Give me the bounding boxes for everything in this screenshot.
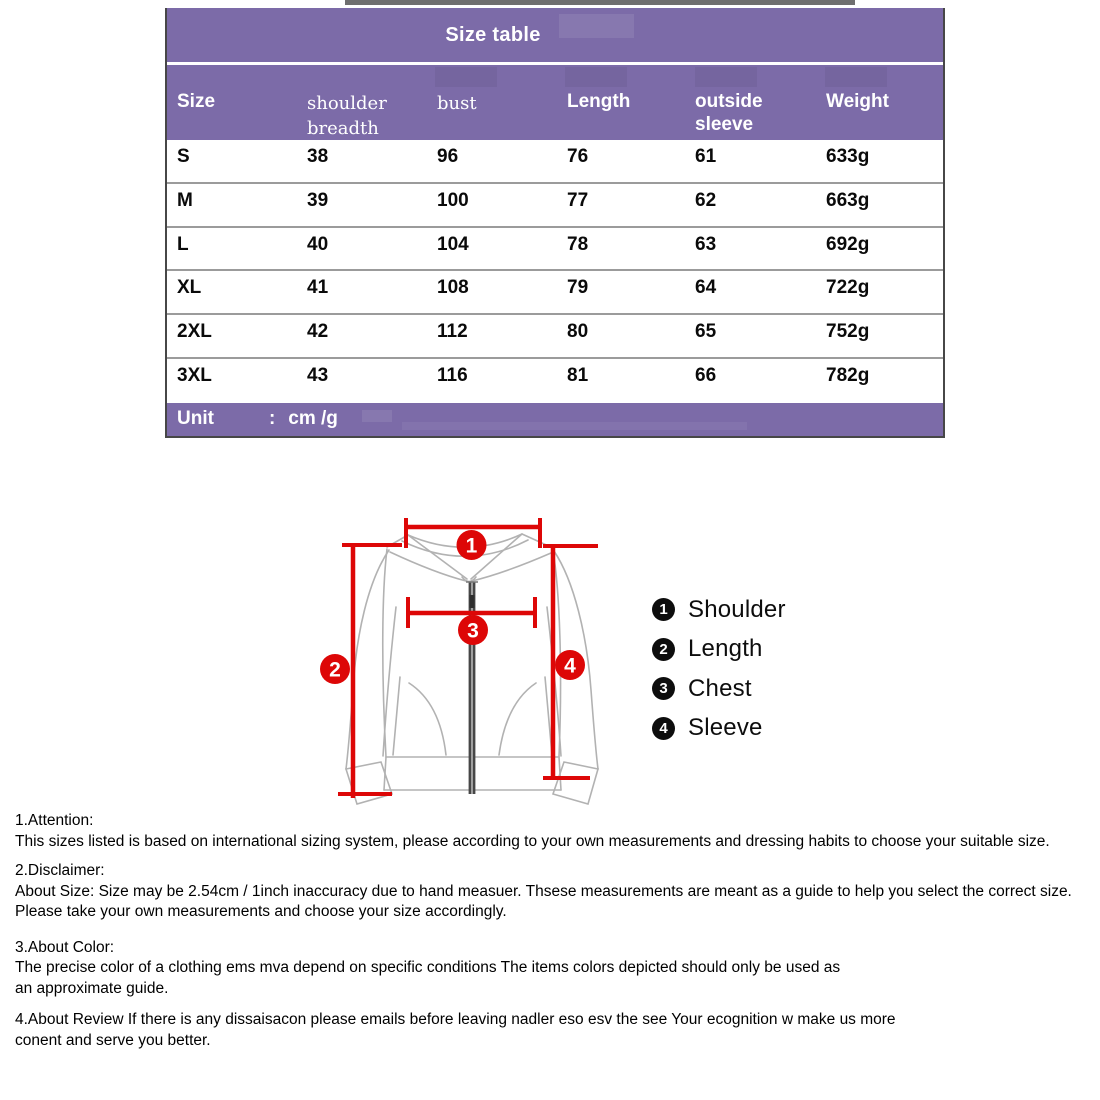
unit-separator: : [268,408,276,430]
column-header-length: Length [567,91,631,112]
legend-label-sleeve: Sleeve [688,714,763,742]
unit-row [167,403,943,436]
note-line: an approximate guide. [15,979,169,997]
legend-item-length [652,630,786,670]
size-table-body [167,140,943,403]
shoulder-value: 39 [307,189,329,211]
sleeve-value: 63 [695,233,717,255]
legend-badge-4: 4 [652,717,675,740]
note-line: Please take your own measurements and choose your size accordingly. [15,903,507,920]
unit-label: Unit [177,408,214,430]
note-line: 3.About Color: [15,938,115,956]
note-disclaimer [15,861,1095,923]
weight-value: 722g [826,277,870,299]
legend-item-shoulder [652,590,786,630]
table-row-s [167,140,943,184]
size-value: L [177,233,189,255]
sleeve-value: 61 [695,146,717,167]
column-header-shoulder-breadth: shoulder breadth [307,93,387,139]
unit-value: cm /g [288,408,338,430]
measurement-markers [320,530,585,684]
table-row-xl [167,271,943,315]
table-row-l [167,228,943,272]
sleeve-value: 65 [695,321,717,343]
length-value: 81 [567,364,589,386]
weight-value: 633g [826,146,870,167]
bust-value: 112 [437,321,468,343]
weight-value: 752g [826,321,870,343]
table-row-3xl [167,359,943,403]
column-header-size: Size [177,91,216,112]
bust-value: 96 [437,146,459,167]
note-line: conent and serve you better. [15,1031,211,1049]
legend-badge-3: 3 [652,677,675,700]
notes-section [15,811,1095,1051]
note-line: The precise color of a clothing ems mva depend on specific conditions The items colors depicted should only be used as [15,959,841,976]
note-about-color [15,938,1095,1000]
marker-2-number: 2 [329,658,341,682]
watermark-blotch [559,14,634,38]
note-line: About Size: Size may be 2.54cm / 1inch inaccuracy due to hand measuer. Thsese measurements are meant as a guide to help you select the correct size. [15,882,1072,900]
shoulder-value: 40 [307,233,329,255]
legend-label-length: Length [688,635,763,663]
sleeve-value: 64 [695,277,717,299]
column-header-bust: bust [437,93,477,114]
legend-label-shoulder: Shoulder [688,595,786,623]
shoulder-value: 41 [307,277,329,299]
length-value: 80 [567,321,589,343]
note-attention [15,811,1095,852]
shoulder-value: 43 [307,364,329,386]
note-about-review [15,1010,1095,1051]
marker-1-number: 1 [465,534,478,558]
column-header-weight: Weight [826,91,889,112]
legend-badge-2: 2 [652,638,675,661]
size-table [165,8,945,438]
bust-value: 108 [437,277,469,299]
column-header-outside-sleeve: outside sleeve [695,91,763,135]
jacket-measurement-diagram [280,505,670,820]
legend-label-chest: Chest [688,674,752,702]
size-value: 3XL [177,364,212,386]
weight-value: 692g [826,233,870,255]
note-line: 1.Attention: [15,812,94,829]
length-value: 76 [567,146,589,167]
watermark-blotch [362,410,392,422]
table-row-m [167,184,943,228]
size-value: M [177,189,193,211]
shoulder-value: 38 [307,146,329,167]
table-row-2xl [167,315,943,359]
shoulder-value: 42 [307,321,329,343]
bust-value: 116 [437,364,468,386]
sleeve-value: 66 [695,364,717,386]
note-line: 2.Disclaimer: [15,862,105,879]
weight-value: 782g [826,364,870,386]
size-value: S [177,146,190,167]
size-value: 2XL [177,321,212,343]
size-table-header-row [167,65,943,140]
note-line: This sizes listed is based on international sizing system, please according to your own measurements and dressing habits to choose your suitable size. [15,832,1050,850]
marker-4-number: 4 [564,654,576,678]
legend-badge-1: 1 [652,598,675,621]
size-table-title: Size table [445,23,541,46]
watermark-blotch [402,422,747,430]
top-crop-artifact [345,0,855,5]
measurement-legend [652,590,786,748]
bust-value: 104 [437,233,469,255]
bust-value: 100 [437,189,469,211]
note-line: 4.About Review If there is any dissaisacon please emails before leaving nadler eso esv the see Your ecognition w make us more [15,1011,896,1028]
marker-3-number: 3 [467,619,479,643]
legend-item-chest [652,669,786,709]
size-value: XL [177,277,202,299]
length-value: 79 [567,277,589,299]
length-value: 77 [567,189,589,211]
legend-item-sleeve [652,709,786,749]
length-value: 78 [567,233,589,255]
weight-value: 663g [826,189,870,211]
size-table-title-bar [167,8,943,62]
sleeve-value: 62 [695,189,717,211]
